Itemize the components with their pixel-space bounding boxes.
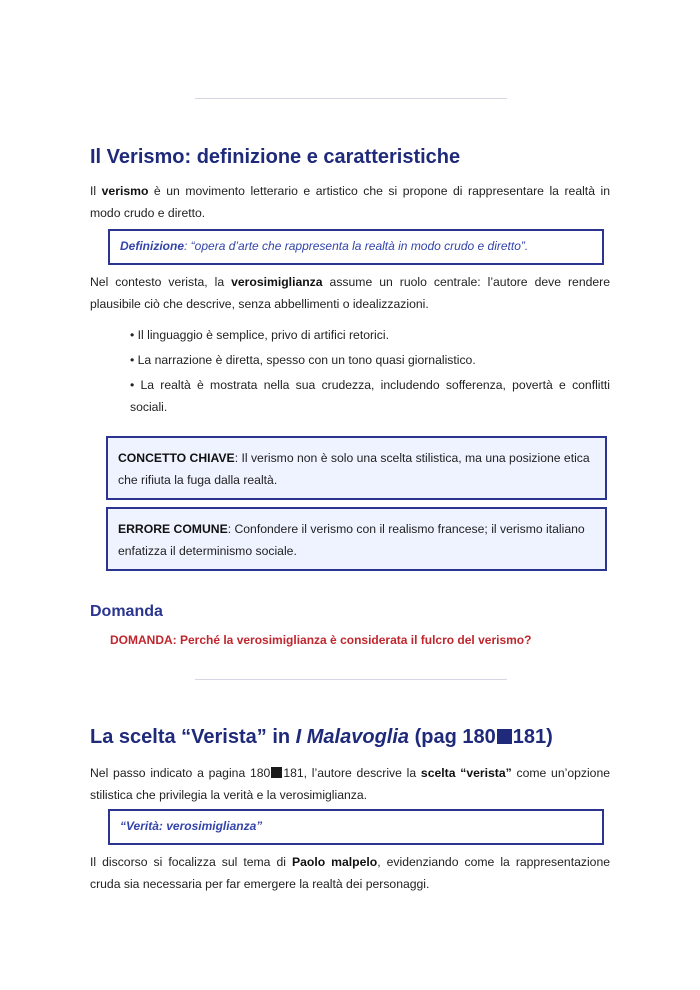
context-term: verosimiglianza: [231, 275, 323, 289]
malpelo-term: Paolo malpelo: [291, 855, 378, 869]
title-text: La scelta “Verista” in: [90, 726, 296, 748]
title-book: I Malavoglia: [295, 726, 410, 748]
choice-text: Nel passo indicato a pagina 180: [90, 766, 271, 780]
malpelo-text-rest: , evidenziando come la rappresentazione cruda sia necessaria per far emergere la realtà dei personaggi.: [90, 855, 611, 891]
key-concept-label: CONCETTO CHIAVE: [118, 451, 235, 465]
quote-box: [108, 809, 604, 845]
choice-term: scelta “verista”: [420, 766, 512, 780]
context-text: Nel contesto verista, la: [90, 275, 232, 289]
feature-list: [130, 324, 610, 421]
malpelo-text: Il discorso si focalizza sul tema di: [90, 855, 292, 869]
section-title: Il Verismo: definizione e caratteristiche: [90, 146, 461, 168]
definition-label: Definizione: [120, 239, 185, 253]
key-concept-box: [106, 436, 607, 500]
context-paragraph: [90, 271, 610, 315]
list-item: • Il linguaggio è semplice, privo di artifici retorici.: [130, 328, 389, 342]
common-error-text: : Confondere il verismo con il realismo francese; il verismo italiano enfatizza il determinismo sociale.: [118, 522, 585, 558]
title-page-end: 181): [512, 726, 553, 748]
definition-box: [108, 229, 604, 265]
quote-text: “Verità: verosimiglianza”: [120, 819, 263, 833]
choice-text-mid: 181, l’autore descrive la: [283, 766, 421, 780]
intro-text-rest: è un movimento letterario e artistico che si propone di rappresentare la realtà in modo crudo e diretto.: [90, 184, 610, 220]
malpelo-paragraph: [90, 851, 610, 895]
missing-glyph-icon: [271, 767, 282, 778]
key-concept-text: : Il verismo non è solo una scelta stilistica, ma una posizione etica che rifiuta la fuga dalla realtà.: [118, 451, 590, 487]
intro-text: Il: [90, 184, 102, 198]
common-error-box: [106, 507, 607, 571]
intro-paragraph: [90, 180, 610, 224]
title-page-start: (pag 180: [409, 726, 496, 748]
choice-paragraph: [90, 762, 610, 806]
definition-text: : “opera d’arte che rappresenta la realtà in modo crudo e diretto”.: [184, 239, 529, 253]
choice-text-rest: come un’opzione stilistica che privilegia la verità e la verosimiglianza.: [90, 766, 611, 802]
list-item: • La realtà è mostrata nella sua crudezza, includendo sofferenza, povertà e conflitti sociali.: [130, 378, 610, 414]
list-item: • La narrazione è diretta, spesso con un tono quasi giornalistico.: [130, 353, 476, 367]
missing-glyph-icon: [497, 729, 512, 744]
question-text: DOMANDA: Perché la verosimiglianza è considerata il fulcro del verismo?: [110, 633, 532, 647]
common-error-label: ERRORE COMUNE: [118, 522, 228, 536]
divider: [195, 98, 507, 99]
intro-term: verismo: [101, 184, 149, 198]
divider: [195, 679, 507, 680]
context-text-rest: assume un ruolo centrale: l’autore deve rendere plausibile ciò che descrive, senza abbellimenti o idealizzazioni.: [90, 275, 611, 311]
section-title-malavoglia: [90, 726, 553, 749]
question-heading: Domanda: [90, 603, 163, 620]
